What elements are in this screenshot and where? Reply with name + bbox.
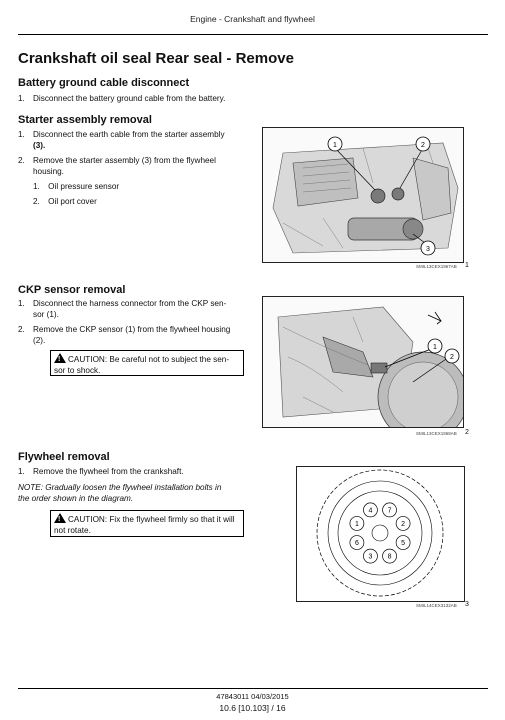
figure-3-ref: SMIL14CEX3132AB xyxy=(416,603,457,608)
footer-page-number: 10.6 [10.103] / 16 xyxy=(219,703,286,713)
header-rule xyxy=(18,34,488,35)
battery-step-1 xyxy=(18,93,258,104)
sub-number: 1. xyxy=(33,182,40,191)
caution-line-1: CAUTION: Fix the flywheel firmly so that it will xyxy=(68,515,235,524)
figure-2-number: 2 xyxy=(465,429,469,436)
bolt-label: 2 xyxy=(401,520,406,528)
sub-text: Oil pressure sensor xyxy=(48,182,120,191)
flywheel-caution-box xyxy=(50,510,244,537)
bolt-label: 7 xyxy=(387,507,392,515)
step-text-line-2: (2). xyxy=(33,336,46,345)
step-number: 1. xyxy=(18,130,25,139)
step-text: Remove the flywheel from the crankshaft. xyxy=(33,467,184,476)
step-text-line-1: Remove the starter assembly (3) from the flywheel xyxy=(33,156,216,165)
ckp-heading: CKP sensor removal xyxy=(18,284,126,296)
step-number: 1. xyxy=(18,467,25,476)
callout-2-label: 2 xyxy=(421,142,425,149)
callout-1-label: 1 xyxy=(333,142,337,149)
step-text-line-2: (3). xyxy=(33,141,46,150)
bolt-label: 8 xyxy=(387,553,392,561)
callout-2-label: 2 xyxy=(450,354,454,361)
starter-sub-2 xyxy=(33,197,97,206)
bolt-label: 5 xyxy=(401,540,406,548)
step-text-line-1: Remove the CKP sensor (1) from the flywheel housing xyxy=(33,325,231,334)
sub-number: 2. xyxy=(33,197,40,206)
footer-doc-id: 47843011 04/03/2015 xyxy=(216,692,289,701)
step-number: 2. xyxy=(18,325,25,334)
warning-triangle-icon xyxy=(54,513,66,523)
bolt-label: 4 xyxy=(368,507,373,515)
step-number: 1. xyxy=(18,94,25,103)
figure-1-number: 1 xyxy=(465,262,469,269)
step-text-line-2: sor (1). xyxy=(33,310,59,319)
step-text-line-1: Disconnect the earth cable from the starter assembly xyxy=(33,130,225,139)
starter-step-1 xyxy=(18,129,258,151)
figure-3-bolt-diagram xyxy=(296,466,465,602)
step-text-line-1: Disconnect the harness connector from the CKP sen- xyxy=(33,299,227,308)
caution-line-1: CAUTION: Be careful not to subject the sen- xyxy=(68,355,230,364)
warning-triangle-icon xyxy=(54,353,66,363)
ckp-step-2 xyxy=(18,324,258,346)
figure-1-ref: SMIL13CEX1967AB xyxy=(416,264,457,269)
note-line-2: the order shown in the diagram. xyxy=(18,494,134,503)
bolt-label: 3 xyxy=(368,553,373,561)
ckp-sensor-illustration xyxy=(263,297,463,427)
engine-starter-illustration xyxy=(263,128,463,262)
battery-heading: Battery ground cable disconnect xyxy=(18,77,190,89)
flywheel-heading: Flywheel removal xyxy=(18,451,110,463)
note-line-1: NOTE: Gradually loosen the flywheel installation bolts in xyxy=(18,483,222,492)
flywheel-step-1 xyxy=(18,466,258,477)
callout-1-label: 1 xyxy=(433,344,437,351)
figure-3-number: 3 xyxy=(465,601,469,608)
step-text: Disconnect the battery ground cable from the battery. xyxy=(33,94,226,103)
starter-sub-1 xyxy=(33,182,119,191)
figure-2-ref: SMIL13CEX1968AB xyxy=(416,431,457,436)
step-number: 1. xyxy=(18,299,25,308)
footer-rule xyxy=(18,688,488,689)
caution-line-2: sor to shock. xyxy=(54,366,101,375)
flywheel-bolt-pattern xyxy=(297,467,464,601)
ckp-caution-box xyxy=(50,350,244,376)
running-header: Engine - Crankshaft and flywheel xyxy=(190,14,315,24)
bolt-label: 1 xyxy=(354,520,359,528)
figure-1-starter-image xyxy=(262,127,464,263)
figure-2-ckp-image xyxy=(262,296,464,428)
callout-3-label: 3 xyxy=(426,246,430,253)
starter-heading: Starter assembly removal xyxy=(18,114,152,126)
step-text-line-2: housing. xyxy=(33,167,64,176)
bolt-label: 6 xyxy=(354,540,359,548)
ckp-step-1 xyxy=(18,298,258,320)
step-number: 2. xyxy=(18,156,25,165)
sub-text: Oil port cover xyxy=(48,197,97,206)
flywheel-note xyxy=(18,482,258,504)
page-title: Crankshaft oil seal Rear seal - Remove xyxy=(18,50,294,67)
caution-line-2: not rotate. xyxy=(54,526,91,535)
starter-step-2 xyxy=(18,155,258,177)
